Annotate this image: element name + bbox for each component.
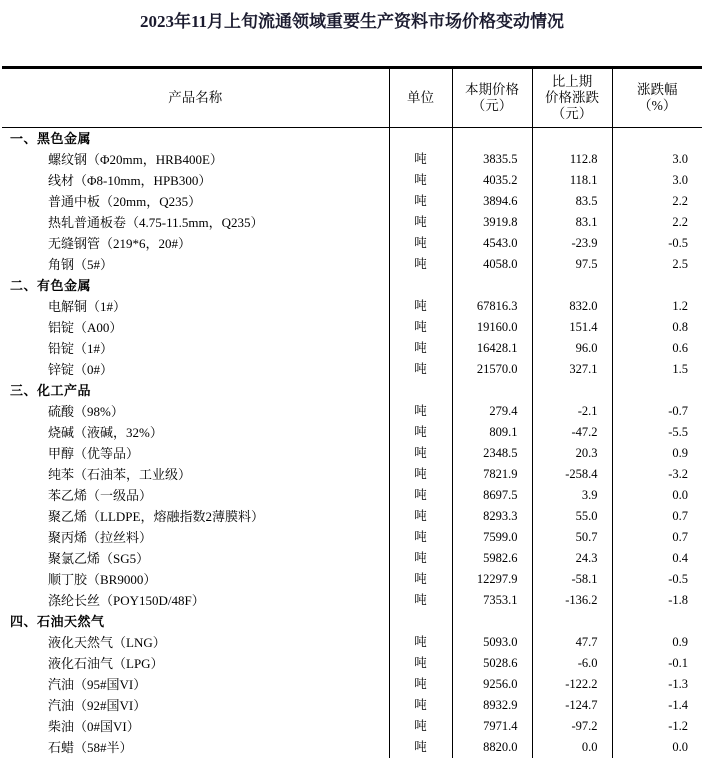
table-section-row bbox=[2, 611, 702, 632]
price-change-value: -47.2 bbox=[532, 422, 612, 443]
table-section-row bbox=[2, 128, 702, 150]
percent-change-value: 2.5 bbox=[612, 254, 702, 275]
column-header-percent-change-line1: 涨跌幅 bbox=[615, 82, 701, 98]
current-price-value: 5982.6 bbox=[452, 548, 532, 569]
current-price-value: 21570.0 bbox=[452, 359, 532, 380]
table-row bbox=[2, 338, 702, 359]
product-unit: 吨 bbox=[389, 506, 452, 527]
current-price-value: 3919.8 bbox=[452, 212, 532, 233]
product-unit: 吨 bbox=[389, 149, 452, 170]
price-change-value: -2.1 bbox=[532, 401, 612, 422]
price-change-value bbox=[532, 380, 612, 401]
price-change-value: -6.0 bbox=[532, 653, 612, 674]
product-unit: 吨 bbox=[389, 569, 452, 590]
current-price-value bbox=[452, 611, 532, 632]
column-header-unit-text: 单位 bbox=[392, 90, 450, 106]
table-row bbox=[2, 632, 702, 653]
percent-change-value: 0.7 bbox=[612, 527, 702, 548]
current-price-value: 4058.0 bbox=[452, 254, 532, 275]
table-row bbox=[2, 590, 702, 611]
table-header-row bbox=[2, 68, 702, 128]
price-change-value bbox=[532, 128, 612, 150]
column-header-current-price-line1: 本期价格 bbox=[455, 82, 530, 98]
current-price-value: 4035.2 bbox=[452, 170, 532, 191]
price-change-value: -23.9 bbox=[532, 233, 612, 254]
current-price-value: 67816.3 bbox=[452, 296, 532, 317]
product-name: 顺丁胶（BR9000） bbox=[2, 569, 389, 590]
product-unit: 吨 bbox=[389, 464, 452, 485]
column-header-current-price-line2: （元） bbox=[455, 98, 530, 114]
percent-change-value: -1.8 bbox=[612, 590, 702, 611]
percent-change-value: -5.5 bbox=[612, 422, 702, 443]
current-price-value: 8932.9 bbox=[452, 695, 532, 716]
percent-change-value bbox=[612, 380, 702, 401]
percent-change-value: 1.2 bbox=[612, 296, 702, 317]
current-price-value: 9256.0 bbox=[452, 674, 532, 695]
column-header-percent-change-line2: （%） bbox=[615, 98, 701, 114]
product-unit: 吨 bbox=[389, 170, 452, 191]
table-row bbox=[2, 401, 702, 422]
product-unit: 吨 bbox=[389, 548, 452, 569]
table-row bbox=[2, 695, 702, 716]
price-change-value: 832.0 bbox=[532, 296, 612, 317]
price-change-value: 20.3 bbox=[532, 443, 612, 464]
table-row bbox=[2, 296, 702, 317]
product-unit: 吨 bbox=[389, 737, 452, 758]
product-name: 甲醇（优等品） bbox=[2, 443, 389, 464]
percent-change-value: 3.0 bbox=[612, 149, 702, 170]
column-header-unit bbox=[389, 68, 452, 128]
price-change-value: -122.2 bbox=[532, 674, 612, 695]
percent-change-value: 0.8 bbox=[612, 317, 702, 338]
table-row bbox=[2, 506, 702, 527]
current-price-value: 2348.5 bbox=[452, 443, 532, 464]
table-row bbox=[2, 254, 702, 275]
section-label: 四、石油天然气 bbox=[2, 611, 389, 632]
price-change-value bbox=[532, 611, 612, 632]
page-title: 2023年11月上旬流通领域重要生产资料市场价格变动情况 bbox=[0, 0, 704, 32]
percent-change-value: -1.2 bbox=[612, 716, 702, 737]
current-price-value: 8697.5 bbox=[452, 485, 532, 506]
table-section-row bbox=[2, 380, 702, 401]
product-unit: 吨 bbox=[389, 401, 452, 422]
product-name: 电解铜（1#） bbox=[2, 296, 389, 317]
table-row bbox=[2, 464, 702, 485]
table-row bbox=[2, 422, 702, 443]
product-unit: 吨 bbox=[389, 632, 452, 653]
product-name: 聚丙烯（拉丝料） bbox=[2, 527, 389, 548]
table-row bbox=[2, 485, 702, 506]
product-unit bbox=[389, 128, 452, 150]
current-price-value: 19160.0 bbox=[452, 317, 532, 338]
table-row bbox=[2, 191, 702, 212]
current-price-value: 7821.9 bbox=[452, 464, 532, 485]
table-row bbox=[2, 674, 702, 695]
percent-change-value: -0.1 bbox=[612, 653, 702, 674]
current-price-value: 809.1 bbox=[452, 422, 532, 443]
price-change-value: -97.2 bbox=[532, 716, 612, 737]
column-header-product-name-text: 产品名称 bbox=[4, 90, 387, 106]
price-change-value: 151.4 bbox=[532, 317, 612, 338]
column-header-percent-change bbox=[612, 68, 702, 128]
current-price-value: 3835.5 bbox=[452, 149, 532, 170]
table-row bbox=[2, 317, 702, 338]
product-name: 石蜡（58#半） bbox=[2, 737, 389, 758]
price-change-value: -58.1 bbox=[532, 569, 612, 590]
percent-change-value bbox=[612, 128, 702, 150]
product-unit: 吨 bbox=[389, 212, 452, 233]
percent-change-value: 1.5 bbox=[612, 359, 702, 380]
product-name: 螺纹钢（Φ20mm，HRB400E） bbox=[2, 149, 389, 170]
price-change-value: 50.7 bbox=[532, 527, 612, 548]
product-unit: 吨 bbox=[389, 191, 452, 212]
table-row bbox=[2, 569, 702, 590]
percent-change-value: 0.0 bbox=[612, 485, 702, 506]
percent-change-value: 0.6 bbox=[612, 338, 702, 359]
product-name: 硫酸（98%） bbox=[2, 401, 389, 422]
current-price-value bbox=[452, 128, 532, 150]
product-unit: 吨 bbox=[389, 443, 452, 464]
percent-change-value: -0.5 bbox=[612, 569, 702, 590]
price-change-value: 24.3 bbox=[532, 548, 612, 569]
product-unit: 吨 bbox=[389, 674, 452, 695]
price-change-value: 47.7 bbox=[532, 632, 612, 653]
product-name: 热轧普通板卷（4.75-11.5mm，Q235） bbox=[2, 212, 389, 233]
product-unit: 吨 bbox=[389, 716, 452, 737]
table-row bbox=[2, 653, 702, 674]
product-name: 角钢（5#） bbox=[2, 254, 389, 275]
percent-change-value: 0.9 bbox=[612, 632, 702, 653]
percent-change-value: -0.5 bbox=[612, 233, 702, 254]
column-header-price-change bbox=[532, 68, 612, 128]
current-price-value: 16428.1 bbox=[452, 338, 532, 359]
product-name: 纯苯（石油苯，工业级） bbox=[2, 464, 389, 485]
current-price-value: 5028.6 bbox=[452, 653, 532, 674]
table-row bbox=[2, 170, 702, 191]
table-row bbox=[2, 737, 702, 758]
product-unit: 吨 bbox=[389, 317, 452, 338]
current-price-value: 3894.6 bbox=[452, 191, 532, 212]
product-name: 涤纶长丝（POY150D/48F） bbox=[2, 590, 389, 611]
product-name: 柴油（0#国VI） bbox=[2, 716, 389, 737]
product-unit: 吨 bbox=[389, 653, 452, 674]
price-change-value: -136.2 bbox=[532, 590, 612, 611]
product-name: 液化石油气（LPG） bbox=[2, 653, 389, 674]
percent-change-value: 2.2 bbox=[612, 212, 702, 233]
column-header-price-change-line2: 价格涨跌 bbox=[535, 90, 610, 106]
product-unit: 吨 bbox=[389, 590, 452, 611]
product-unit: 吨 bbox=[389, 695, 452, 716]
product-name: 聚乙烯（LLDPE，熔融指数2薄膜料） bbox=[2, 506, 389, 527]
table-header bbox=[2, 68, 702, 128]
product-name: 烧碱（液碱，32%） bbox=[2, 422, 389, 443]
product-name: 聚氯乙烯（SG5） bbox=[2, 548, 389, 569]
table-row bbox=[2, 527, 702, 548]
product-unit: 吨 bbox=[389, 359, 452, 380]
product-name: 铝锭（A00） bbox=[2, 317, 389, 338]
table-row bbox=[2, 548, 702, 569]
table-row bbox=[2, 212, 702, 233]
price-change-value: 55.0 bbox=[532, 506, 612, 527]
product-unit bbox=[389, 275, 452, 296]
product-name: 无缝钢管（219*6，20#） bbox=[2, 233, 389, 254]
percent-change-value bbox=[612, 611, 702, 632]
price-table-container bbox=[2, 66, 702, 758]
price-change-value: 118.1 bbox=[532, 170, 612, 191]
current-price-value: 4543.0 bbox=[452, 233, 532, 254]
price-table bbox=[2, 66, 702, 758]
price-change-value: 83.5 bbox=[532, 191, 612, 212]
percent-change-value: 0.9 bbox=[612, 443, 702, 464]
product-name: 汽油（92#国VI） bbox=[2, 695, 389, 716]
product-unit: 吨 bbox=[389, 233, 452, 254]
product-unit: 吨 bbox=[389, 422, 452, 443]
table-row bbox=[2, 359, 702, 380]
product-name: 线材（Φ8-10mm，HPB300） bbox=[2, 170, 389, 191]
table-section-row bbox=[2, 275, 702, 296]
section-label: 一、黑色金属 bbox=[2, 128, 389, 150]
price-change-value: 83.1 bbox=[532, 212, 612, 233]
percent-change-value: -1.3 bbox=[612, 674, 702, 695]
current-price-value: 12297.9 bbox=[452, 569, 532, 590]
current-price-value: 5093.0 bbox=[452, 632, 532, 653]
table-body bbox=[2, 128, 702, 758]
product-unit bbox=[389, 611, 452, 632]
column-header-price-change-line3: （元） bbox=[535, 106, 610, 122]
product-name: 铅锭（1#） bbox=[2, 338, 389, 359]
price-change-value: -258.4 bbox=[532, 464, 612, 485]
current-price-value: 7353.1 bbox=[452, 590, 532, 611]
price-change-value bbox=[532, 275, 612, 296]
price-change-value: 0.0 bbox=[532, 737, 612, 758]
percent-change-value: -0.7 bbox=[612, 401, 702, 422]
product-unit: 吨 bbox=[389, 254, 452, 275]
current-price-value: 8293.3 bbox=[452, 506, 532, 527]
product-unit: 吨 bbox=[389, 338, 452, 359]
percent-change-value: 0.4 bbox=[612, 548, 702, 569]
current-price-value bbox=[452, 275, 532, 296]
product-name: 普通中板（20mm，Q235） bbox=[2, 191, 389, 212]
current-price-value: 7599.0 bbox=[452, 527, 532, 548]
percent-change-value bbox=[612, 275, 702, 296]
product-unit bbox=[389, 380, 452, 401]
percent-change-value: 0.7 bbox=[612, 506, 702, 527]
table-row bbox=[2, 443, 702, 464]
price-change-value: 96.0 bbox=[532, 338, 612, 359]
price-change-value: 327.1 bbox=[532, 359, 612, 380]
price-change-value: 3.9 bbox=[532, 485, 612, 506]
product-unit: 吨 bbox=[389, 527, 452, 548]
table-row bbox=[2, 233, 702, 254]
current-price-value: 8820.0 bbox=[452, 737, 532, 758]
product-unit: 吨 bbox=[389, 485, 452, 506]
product-unit: 吨 bbox=[389, 296, 452, 317]
percent-change-value: -3.2 bbox=[612, 464, 702, 485]
price-change-value: 97.5 bbox=[532, 254, 612, 275]
percent-change-value: 0.0 bbox=[612, 737, 702, 758]
price-change-value: 112.8 bbox=[532, 149, 612, 170]
table-row bbox=[2, 716, 702, 737]
section-label: 二、有色金属 bbox=[2, 275, 389, 296]
percent-change-value: 3.0 bbox=[612, 170, 702, 191]
table-row bbox=[2, 149, 702, 170]
percent-change-value: 2.2 bbox=[612, 191, 702, 212]
product-name: 苯乙烯（一级品） bbox=[2, 485, 389, 506]
column-header-price-change-line1: 比上期 bbox=[535, 74, 610, 90]
column-header-current-price bbox=[452, 68, 532, 128]
percent-change-value: -1.4 bbox=[612, 695, 702, 716]
current-price-value: 7971.4 bbox=[452, 716, 532, 737]
column-header-product-name bbox=[2, 68, 389, 128]
price-change-value: -124.7 bbox=[532, 695, 612, 716]
product-name: 液化天然气（LNG） bbox=[2, 632, 389, 653]
current-price-value: 279.4 bbox=[452, 401, 532, 422]
section-label: 三、化工产品 bbox=[2, 380, 389, 401]
current-price-value bbox=[452, 380, 532, 401]
product-name: 汽油（95#国VI） bbox=[2, 674, 389, 695]
product-name: 锌锭（0#） bbox=[2, 359, 389, 380]
